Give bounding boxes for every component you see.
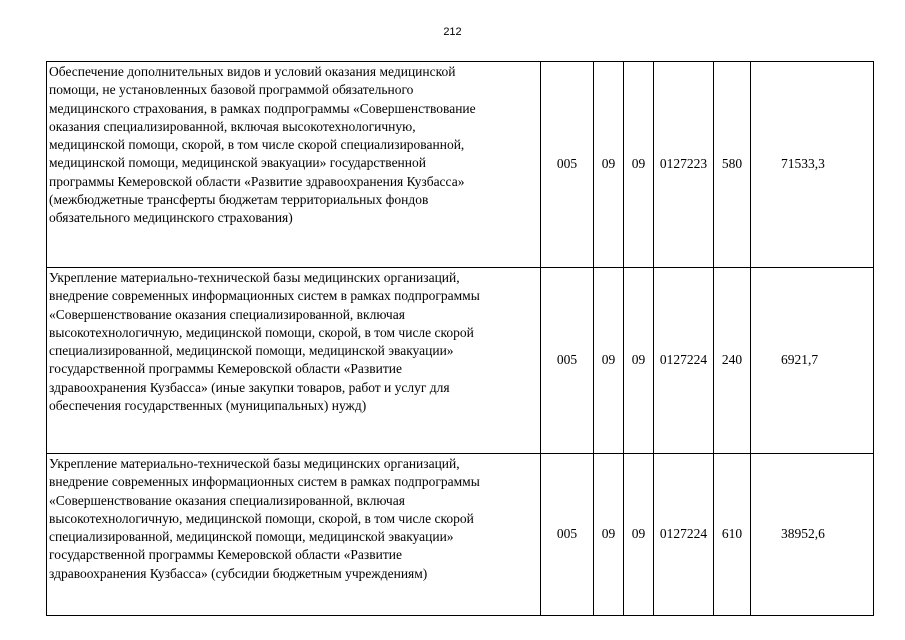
page-number: 212 (443, 26, 462, 38)
description-line: медицинского страхования, в рамках подпрограммы «Совершенствование (49, 100, 476, 116)
description-line: «Совершенствование оказания специализированной, включая (49, 306, 405, 322)
ministry-code: 005 (541, 454, 594, 616)
description-line: «Совершенствование оказания специализированной, включая (49, 492, 405, 508)
description-line: Укрепление материально-технической базы медицинских организаций, (49, 270, 460, 285)
table-row (47, 454, 874, 616)
table-row (47, 268, 874, 454)
description-line: внедрение современных информационных систем в рамках подпрограммы (49, 474, 480, 490)
description-line: обеспечения государственных (муниципальных) нужд) (49, 398, 367, 414)
ministry-code: 005 (541, 62, 594, 268)
description-line: медицинской помощи, скорой, в том числе скорой специализированной, (49, 137, 465, 153)
description-line: помощи, не установленных базовой программой обязательного (49, 82, 414, 98)
description-line: высокотехнологичную, медицинской помощи, скорой, в том числе скорой (49, 510, 474, 526)
description-line: специализированной, медицинской помощи, медицинской эвакуации» (49, 529, 454, 545)
description-line: внедрение современных информационных систем в рамках подпрограммы (49, 288, 480, 304)
subsection-code: 09 (624, 454, 654, 616)
section-code: 09 (594, 62, 624, 268)
row-description (47, 62, 541, 268)
section-code: 09 (594, 454, 624, 616)
description-line: Обеспечение дополнительных видов и условий оказания медицинской (49, 64, 456, 79)
expense-type-code: 610 (714, 454, 751, 616)
expense-type-code: 240 (714, 268, 751, 454)
description-line: специализированной, медицинской помощи, медицинской эвакуации» (49, 343, 454, 359)
description-line: (межбюджетные трансферты бюджетам территориальных фондов (49, 192, 429, 208)
description-line: высокотехнологичную, медицинской помощи, скорой, в том числе скорой (49, 324, 474, 340)
row-description (47, 454, 541, 616)
description-line: здравоохранения Кузбасса» (иные закупки товаров, работ и услуг для (49, 379, 450, 395)
description-line: Укрепление материально-технической базы медицинских организаций, (49, 456, 460, 471)
description-line: программы Кемеровской области «Развитие здравоохранения Кузбасса» (49, 173, 465, 189)
target-article-code: 0127223 (654, 62, 714, 268)
amount-value: 38952,6 (751, 454, 874, 616)
description-line: обязательного медицинского страхования) (49, 210, 293, 226)
budget-table (46, 61, 874, 616)
target-article-code: 0127224 (654, 268, 714, 454)
amount-value: 6921,7 (751, 268, 874, 454)
table-row (47, 62, 874, 268)
expense-type-code: 580 (714, 62, 751, 268)
ministry-code: 005 (541, 268, 594, 454)
amount-value: 71533,3 (751, 62, 874, 268)
row-description (47, 268, 541, 454)
description-line: государственной программы Кемеровской области «Развитие (49, 547, 402, 563)
description-line: медицинской помощи, медицинской эвакуации» государственной (49, 155, 426, 171)
description-line: здравоохранения Кузбасса» (субсидии бюджетным учреждениям) (49, 565, 428, 581)
subsection-code: 09 (624, 268, 654, 454)
section-code: 09 (594, 268, 624, 454)
subsection-code: 09 (624, 62, 654, 268)
target-article-code: 0127224 (654, 454, 714, 616)
description-line: оказания специализированной, включая высокотехнологичную, (49, 118, 416, 134)
description-line: государственной программы Кемеровской области «Развитие (49, 361, 402, 377)
